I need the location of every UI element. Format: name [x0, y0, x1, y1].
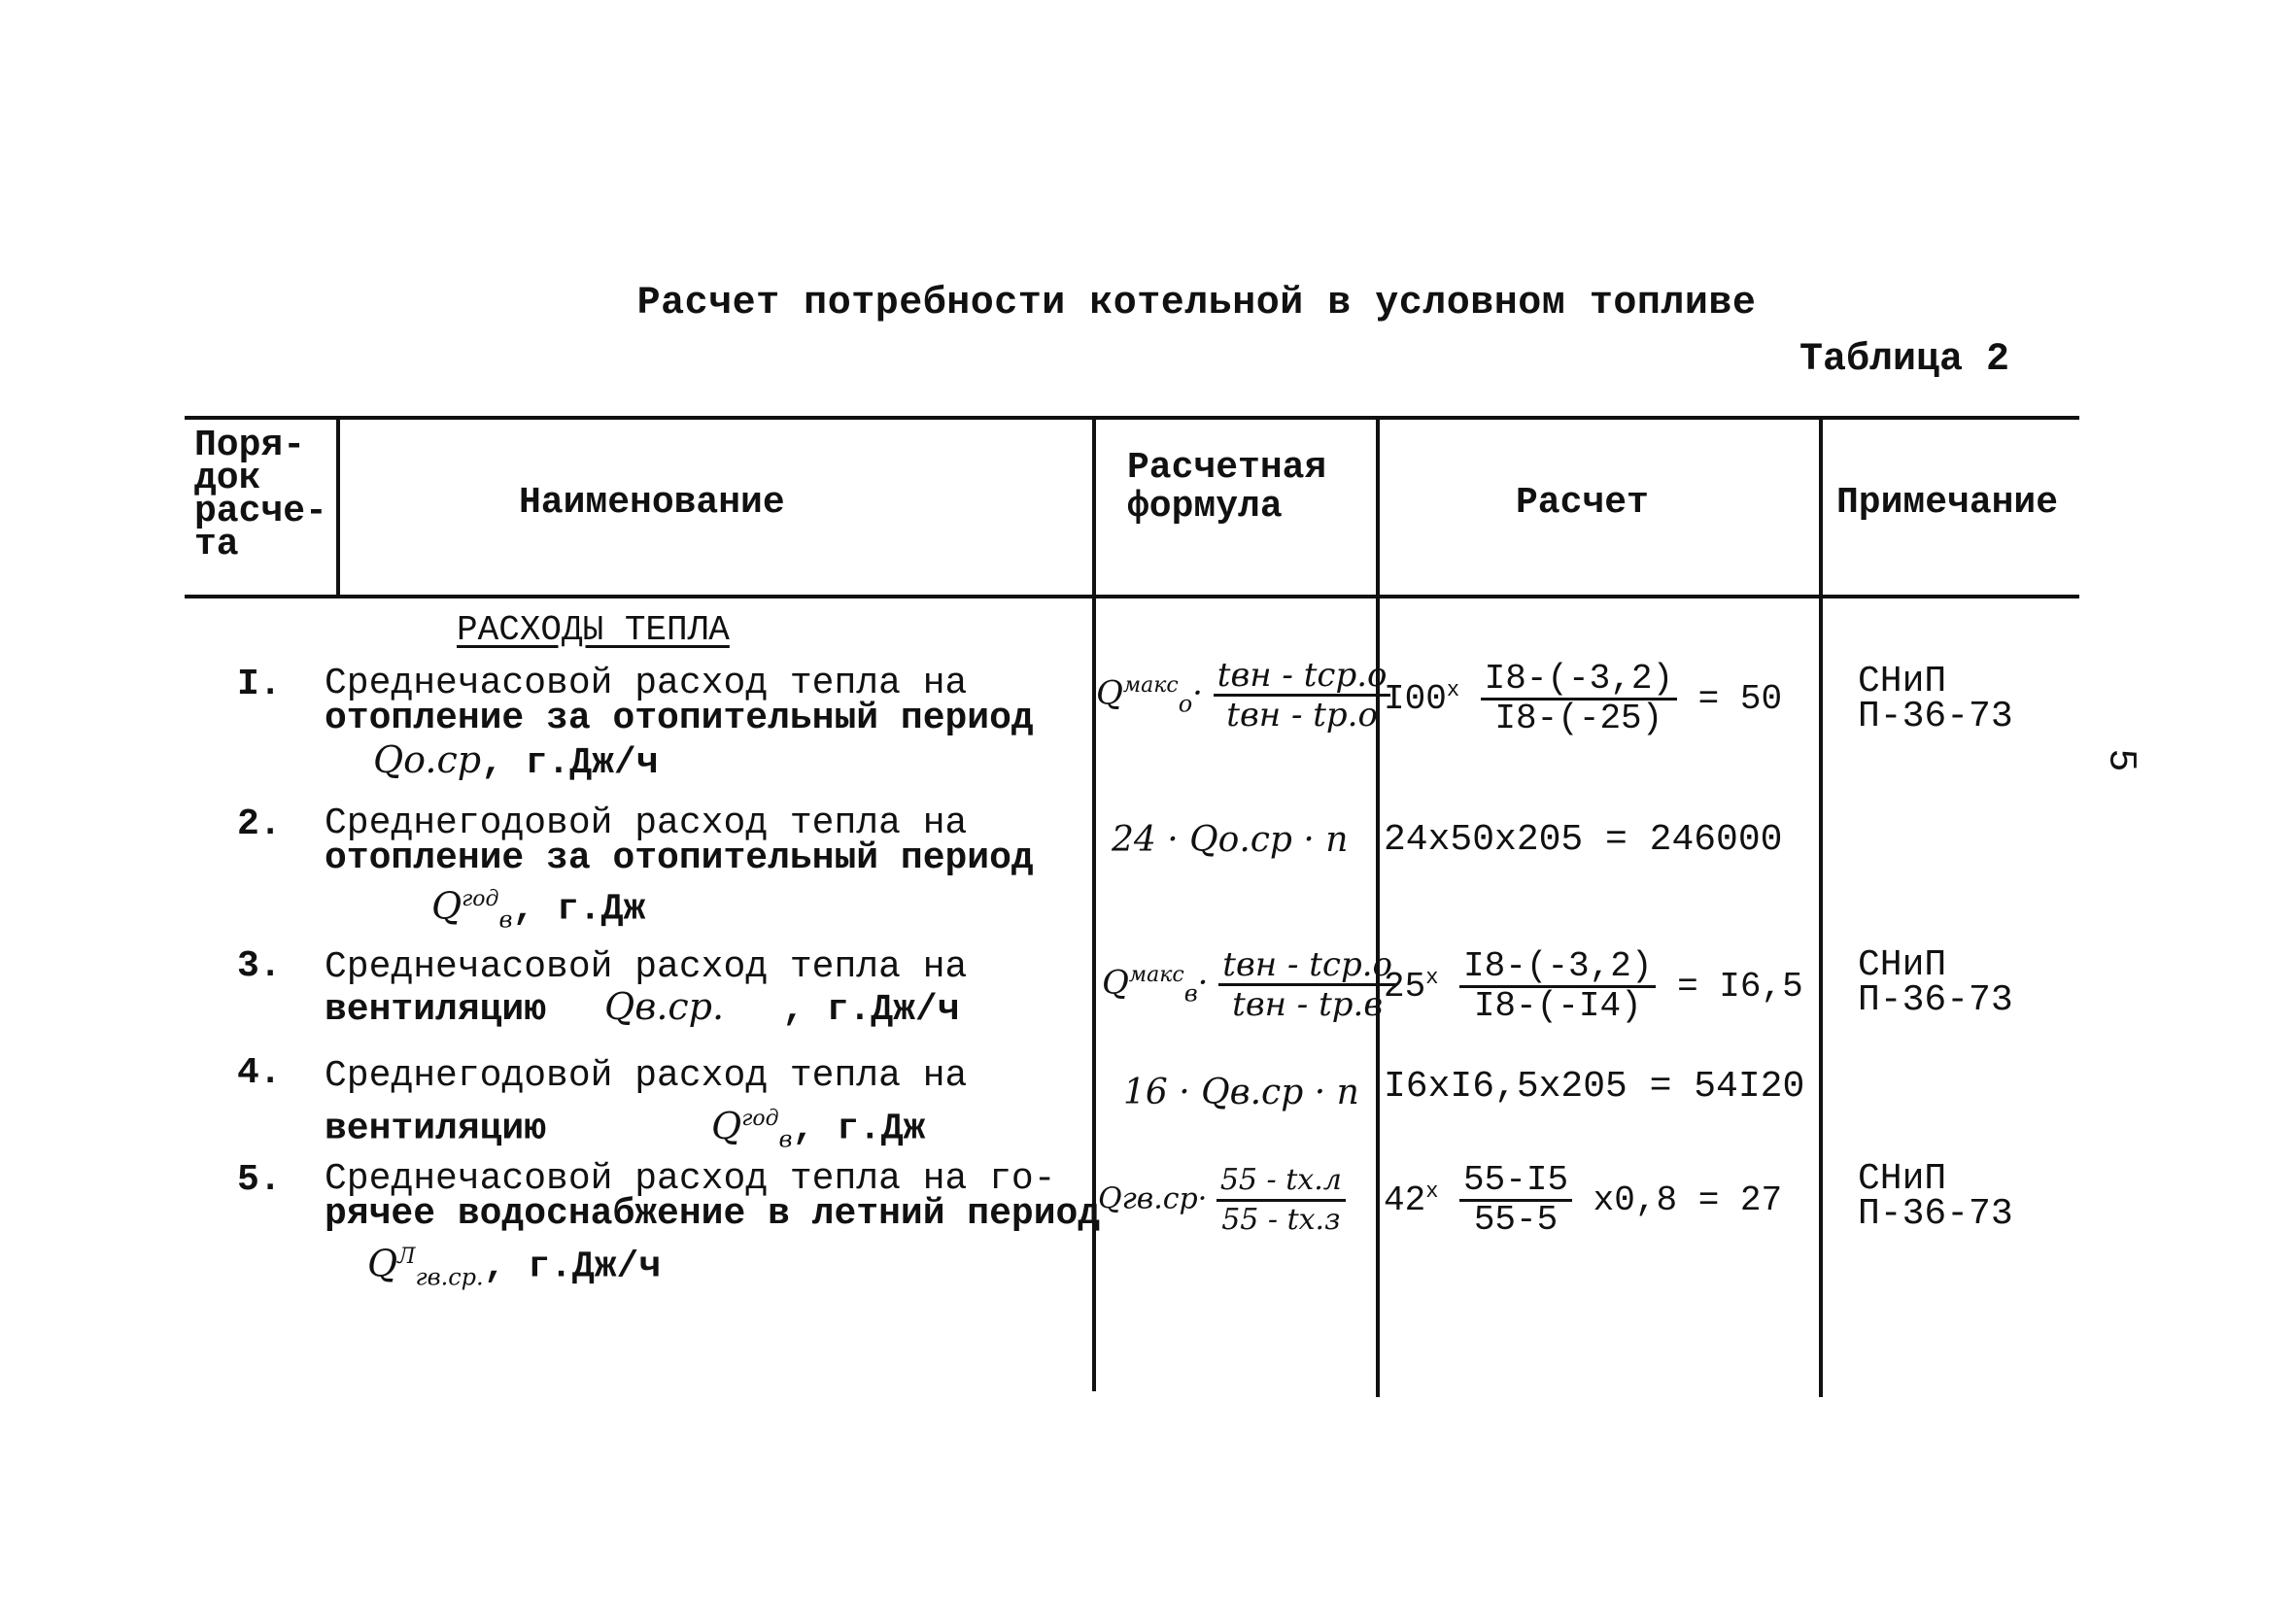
row-name [325, 1158, 1101, 1294]
column-divider-1 [336, 420, 340, 595]
unit-text: , г.Дж/ч [782, 989, 960, 1031]
section-heading: РАСХОДЫ ТЕПЛА [457, 610, 730, 650]
fraction-num: tвн - tср.о [1218, 946, 1396, 986]
row-unit [325, 738, 1034, 784]
row-name-line: Среднегодовой расход тепла на [325, 803, 968, 844]
row-number: 2. [237, 803, 282, 845]
row-formula: $Q^{макс}_о\cdot$ $\frac{\text{tвн - tср.о}}{\text{tвн - tр.о}}$ [1096, 657, 1390, 734]
row-note [1858, 944, 2013, 1021]
note-line: П-36-73 [1858, 696, 2013, 737]
unit-sub: в [778, 1125, 793, 1153]
row-name-line: рячее водоснабжение в летний период [325, 1193, 1101, 1235]
row-name-line: отопление за отопительный период [325, 837, 1034, 879]
row-number: 4. [237, 1052, 282, 1094]
row-name-line: отопление за отопительный период [325, 698, 1034, 739]
formula-symbol: Q [1096, 673, 1123, 713]
formula-fraction [1214, 657, 1391, 734]
calc-result: x0,8 = 27 [1593, 1180, 1783, 1221]
unit-text: , г.Дж/ч [483, 1246, 662, 1288]
unit-sup: год [741, 1107, 779, 1131]
row-calc: 25$^x$ $\frac{I8-(-3,2)}{I8-(-I4)}$ = I6,5 [1384, 946, 1803, 1026]
row-formula: $Q^{макс}_в\cdot$ $\frac{\text{tвн - tср.о}}{\text{tвн - tр.в}}$ [1102, 946, 1396, 1023]
table-top-border [185, 416, 2079, 420]
row-unit [325, 882, 1034, 937]
column-divider-3 [1376, 420, 1380, 1397]
row-number: 3. [237, 945, 282, 987]
fraction-num: tвн - tср.о [1214, 657, 1391, 697]
fraction-den: tвн - tр.о [1226, 696, 1378, 735]
note-line: СНиП [1858, 661, 1947, 702]
header-bottom-border [185, 595, 2079, 598]
row-number: 5. [237, 1159, 282, 1201]
note-line: П-36-73 [1858, 979, 2013, 1021]
calc-result: = 50 [1697, 679, 1783, 720]
unit-text: , г.Дж [512, 888, 646, 931]
row-formula: Qгв.ср· $\frac{55 - tх.л}{55 - tх.з}$ [1098, 1162, 1346, 1239]
row-name-line: Среднечасовой расход тепла на [325, 663, 968, 704]
formula-symbol: Q [1102, 963, 1129, 1003]
calc-coefficient: 25 [1384, 967, 1426, 1008]
row-name-line: Среднечасовой расход тепла на го- [325, 1158, 1056, 1200]
unit-symbol: Q [431, 884, 463, 928]
row-number: I. [237, 664, 282, 705]
header-note: Примечание [1836, 482, 2059, 524]
unit-sup: год [462, 887, 499, 911]
page-number: 5 [2098, 748, 2142, 772]
calc-fraction [1481, 661, 1677, 737]
fraction-den: tвн - tр.в [1232, 985, 1384, 1024]
note-line: СНиП [1858, 944, 1947, 986]
table-label: Таблица 2 [1799, 338, 2009, 382]
row-name-line: Среднечасовой расход тепла на [325, 946, 968, 988]
row-name-line: Среднегодовой расход тепла на [325, 1055, 968, 1097]
formula-fraction [1218, 946, 1396, 1023]
fraction-num: 55-I5 [1459, 1162, 1572, 1202]
row-name [325, 663, 1034, 784]
calc-result: = I6,5 [1677, 967, 1803, 1008]
row-name [325, 803, 1034, 937]
fraction-num: I8-(-3,2) [1459, 948, 1656, 988]
unit-sub: гв.ср. [415, 1263, 484, 1291]
row-unit [325, 1240, 1100, 1294]
row-name [325, 948, 967, 1030]
note-line: П-36-73 [1858, 1193, 2013, 1235]
fraction-num: 55 - tх.л [1217, 1162, 1346, 1202]
row-calc: 42$^x$ $\frac{55-I5}{55-5}$ x0,8 = 27 [1384, 1160, 1783, 1240]
header-order: Поря- док расче- та [194, 425, 327, 565]
column-divider-4 [1819, 420, 1823, 1397]
formula-sup: макс [1128, 963, 1184, 988]
header-formula: Расчетная формула [1127, 447, 1327, 528]
formula-sup: макс [1122, 673, 1179, 699]
unit-symbol: Q [367, 1242, 398, 1285]
unit-sub: в [498, 906, 513, 934]
header-name: Наименование [519, 482, 785, 524]
row-name-line: вентиляцию [325, 989, 547, 1031]
unit-text: , г.Дж [792, 1108, 926, 1150]
header-calc: Расчет [1516, 482, 1649, 524]
document-title: Расчет потребности котельной в условном топливе [636, 282, 1757, 325]
unit-sup: Л [397, 1245, 416, 1269]
row-calc: I00$^x$ $\frac{I8-(-3,2)}{I8-(-25)}$ = 50 [1384, 659, 1783, 738]
row-note [1858, 1158, 2013, 1235]
calc-fraction [1459, 1162, 1572, 1239]
calc-coefficient: 42 [1384, 1180, 1426, 1221]
formula-sub: о [1178, 690, 1193, 718]
fraction-den: 55-5 [1473, 1200, 1559, 1240]
calc-coefficient: I00 [1384, 679, 1447, 720]
row-formula: 16 · Qв.ср · n [1123, 1073, 1359, 1112]
unit-symbol: Qo.ср [373, 738, 482, 781]
fraction-den: I8-(-I4) [1473, 986, 1642, 1026]
formula-sub: в [1183, 979, 1198, 1008]
unit-symbol: Q [711, 1104, 742, 1147]
fraction-den: I8-(-25) [1494, 699, 1663, 738]
row-calc: 24x50x205 = 246000 [1384, 819, 1783, 861]
fraction-den: 55 - tх.з [1221, 1203, 1341, 1237]
row-calc: I6xI6,5x205 = 54I20 [1384, 1066, 1805, 1108]
row-name [325, 1055, 967, 1160]
formula-symbol: Qгв.ср [1098, 1181, 1198, 1216]
unit-symbol: Qв.ср. [604, 985, 725, 1028]
note-line: СНиП [1858, 1158, 1947, 1200]
fraction-num: I8-(-3,2) [1481, 661, 1677, 700]
formula-fraction [1217, 1162, 1346, 1239]
row-note [1858, 661, 2013, 737]
unit-text: , г.Дж/ч [481, 742, 659, 784]
row-name-line: вентиляцию [325, 1108, 547, 1150]
row-formula: 24 · Qо.ср · n [1112, 820, 1349, 860]
calc-fraction [1459, 948, 1656, 1025]
